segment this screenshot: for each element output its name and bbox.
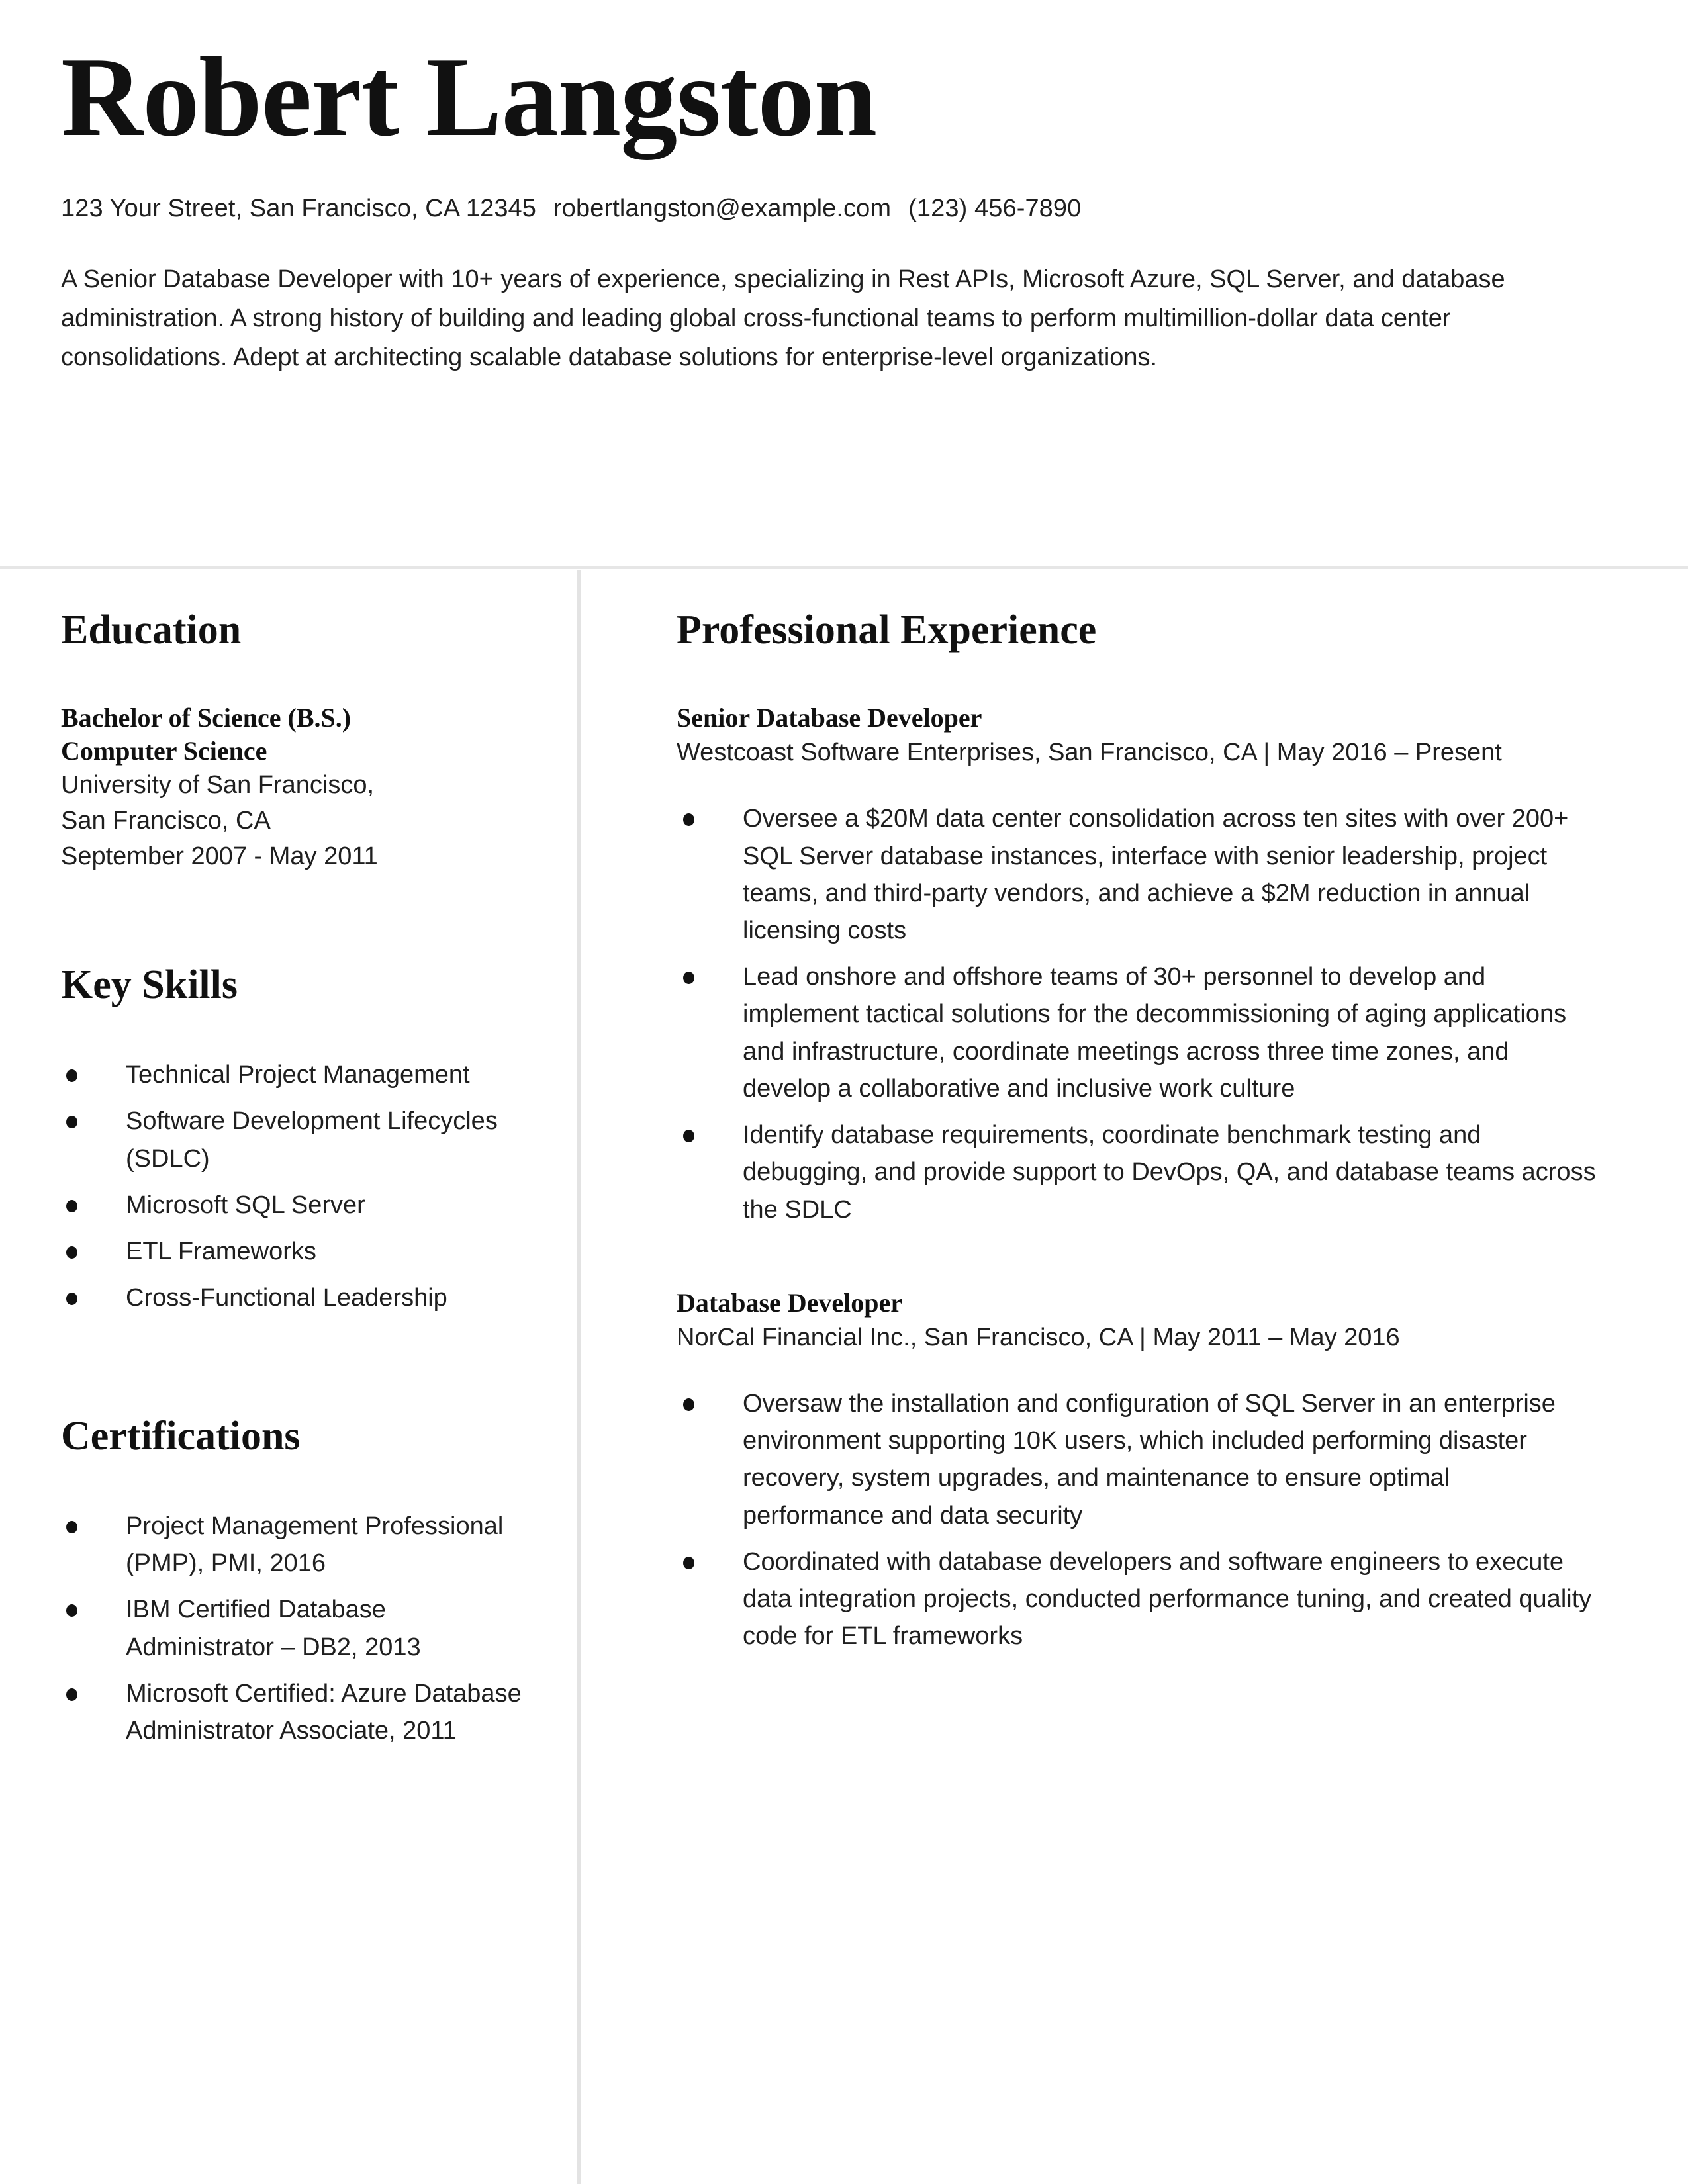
list-item: [61, 1233, 524, 1270]
education-degree-line-1: Bachelor of Science (B.S.): [61, 703, 352, 733]
education-entry: [61, 702, 524, 875]
bullet-dot-icon: [66, 1521, 77, 1533]
right-column: [677, 570, 1597, 1664]
contact-line: [61, 193, 1627, 225]
education-degree-line-2: Computer Science: [61, 736, 267, 766]
job-bullet-text: Oversaw the installation and configuration of SQL Server in an enterprise environment supporting 10K users, which included performing disaster recovery, system upgrades, and maintenance to ensure optimal performance and data security: [743, 1389, 1556, 1529]
candidate-name: Robert Langston: [61, 34, 877, 160]
contact-address: 123 Your Street, San Francisco, CA 12345: [61, 195, 537, 223]
education-school-line-2: San Francisco, CA: [61, 807, 271, 835]
bullet-dot-icon: [683, 1557, 694, 1569]
experience-heading: Professional Experience: [677, 608, 1097, 653]
certification-label: IBM Certified Database Administrator – DB2, 2013: [126, 1596, 421, 1661]
list-item: [677, 1385, 1597, 1534]
vertical-column-divider: [577, 570, 581, 2184]
section-certifications: [61, 1414, 524, 1750]
bullet-dot-icon: [66, 1200, 77, 1212]
list-item: [61, 1591, 524, 1665]
contact-email[interactable]: robertlangston@example.com: [553, 195, 892, 223]
professional-summary: A Senior Database Developer with 10+ years of experience, specializing in Rest APIs, Microsoft Azure, SQL Server, and database administration. A strong history of building and leading global cross-functional teams to perform multimillion-dollar data center consolidations. Adept at architecting scalable database solutions for enterprise-level organizations.: [61, 265, 1505, 371]
bullet-dot-icon: [66, 1293, 77, 1305]
key-skills-list: [61, 1056, 524, 1316]
key-skills-heading: Key Skills: [61, 962, 238, 1008]
experience-entry: [677, 702, 1597, 1228]
bullet-dot-icon: [683, 1130, 694, 1142]
job-bullet-text: Identify database requirements, coordinate benchmark testing and debugging, and provide support to DevOps, QA, and database teams across the SDLC: [743, 1121, 1596, 1224]
contact-phone[interactable]: (123) 456-7890: [908, 195, 1082, 223]
job-bullet-text: Coordinated with database developers and software engineers to execute data integration projects, conducted performance tuning, and created quality code for ETL frameworks: [743, 1547, 1592, 1651]
bullet-dot-icon: [66, 1069, 77, 1082]
list-item: [61, 1187, 524, 1224]
certifications-list: [61, 1508, 524, 1749]
certification-label: Microsoft Certified: Azure Database Administrator Associate, 2011: [126, 1679, 522, 1745]
list-item: [677, 800, 1597, 949]
list-item: [61, 1508, 524, 1582]
education-heading: Education: [61, 608, 242, 653]
list-item: [61, 1103, 524, 1177]
key-skill-label: ETL Frameworks: [126, 1238, 316, 1266]
bullet-dot-icon: [66, 1246, 77, 1259]
bullet-dot-icon: [66, 1604, 77, 1617]
job-bullets-list: [677, 1385, 1597, 1655]
list-item: [677, 1116, 1597, 1228]
job-title: Database Developer: [677, 1287, 903, 1318]
list-item: [61, 1279, 524, 1316]
list-item: [677, 1543, 1597, 1655]
job-bullet-text: Oversee a $20M data center consolidation across ten sites with over 200+ SQL Server database instances, interface with senior leadership, project teams, and third-party vendors, and achieve a $2M reduction in annual licensing costs: [743, 805, 1569, 944]
bullet-dot-icon: [683, 813, 694, 826]
section-education: [61, 608, 524, 875]
section-professional-experience: [677, 608, 1597, 1655]
list-item: [61, 1056, 524, 1093]
section-key-skills: [61, 962, 524, 1317]
key-skill-label: Technical Project Management: [126, 1061, 470, 1089]
key-skill-label: Cross-Functional Leadership: [126, 1284, 447, 1312]
bullet-dot-icon: [683, 1398, 694, 1411]
certifications-heading: Certifications: [61, 1413, 301, 1459]
list-item: [61, 1675, 524, 1749]
job-bullet-text: Lead onshore and offshore teams of 30+ personnel to develop and implement tactical solutions for the decommissioning of aging applications and infrastructure, coordinate meetings across three time zones, and develop a collaborative and inclusive work culture: [743, 963, 1567, 1103]
bullet-dot-icon: [683, 972, 694, 984]
education-dates: September 2007 - May 2011: [61, 842, 378, 871]
horizontal-divider: [0, 566, 1688, 569]
job-title: Senior Database Developer: [677, 703, 982, 733]
key-skill-label: Software Development Lifecycles (SDLC): [126, 1107, 498, 1173]
job-bullets-list: [677, 800, 1597, 1228]
bullet-dot-icon: [66, 1116, 77, 1128]
education-school-line-1: University of San Francisco,: [61, 771, 375, 799]
job-company-and-dates: NorCal Financial Inc., San Francisco, CA | May 2011 – May 2016: [677, 1323, 1400, 1351]
left-column: [61, 570, 524, 1758]
resume-header: [61, 34, 1627, 402]
key-skill-label: Microsoft SQL Server: [126, 1191, 365, 1219]
experience-entry: [677, 1287, 1597, 1655]
job-company-and-dates: Westcoast Software Enterprises, San Francisco, CA | May 2016 – Present: [677, 739, 1502, 767]
list-item: [677, 958, 1597, 1107]
certification-label: Project Management Professional (PMP), PMI, 2016: [126, 1512, 504, 1578]
bullet-dot-icon: [66, 1688, 77, 1701]
